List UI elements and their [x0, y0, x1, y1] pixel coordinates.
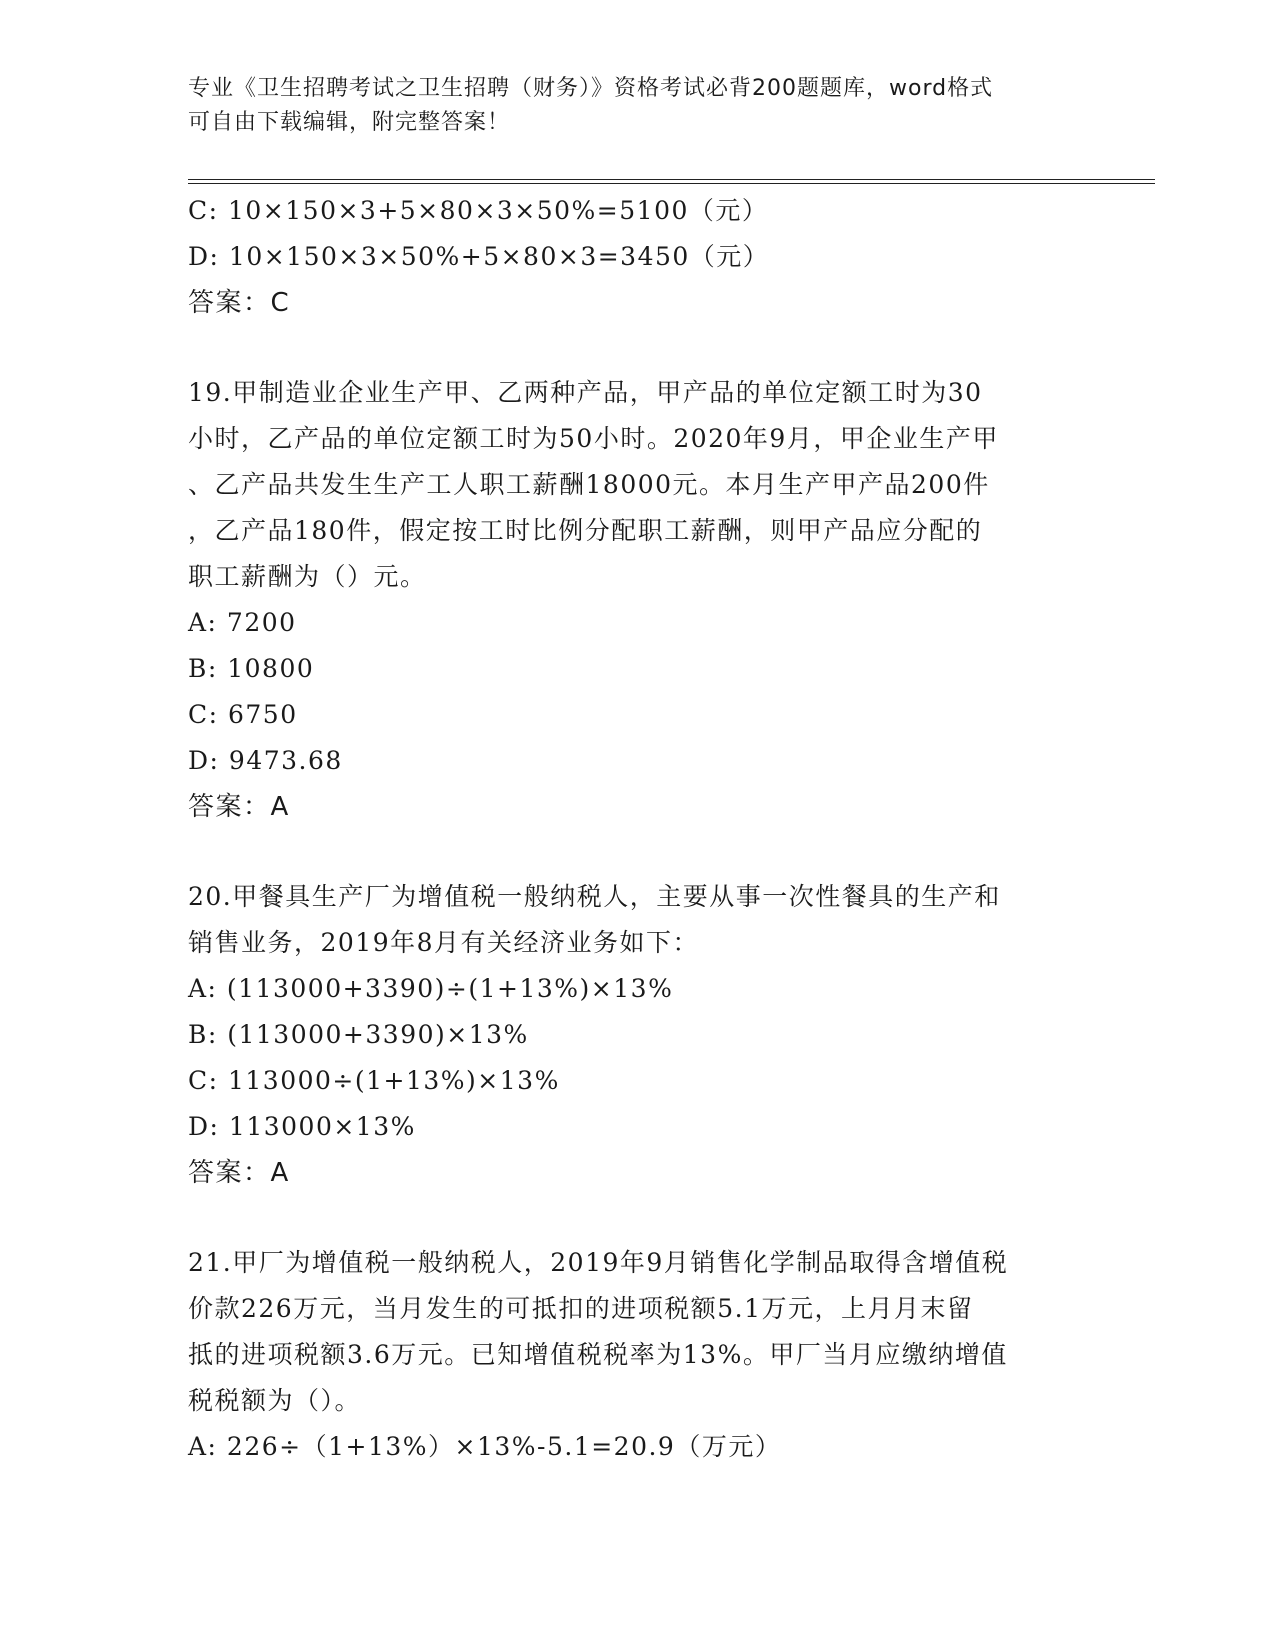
- question-text-line: ，乙产品180件，假定按工时比例分配职工薪酬，则甲产品应分配的: [188, 516, 983, 545]
- spacer: [188, 830, 1088, 874]
- spacer: [188, 1196, 1088, 1240]
- option-a: A: (113000+3390)÷(1+13%)×13%: [188, 974, 674, 1003]
- question-text-line: 19.甲制造业企业生产甲、乙两种产品，甲产品的单位定额工时为30: [188, 378, 983, 407]
- answer: 答案：A: [188, 1158, 290, 1188]
- question-text: [188, 874, 1088, 966]
- spacer: [188, 326, 1088, 370]
- header-divider-bottom: [188, 183, 1155, 184]
- option-a: A: 226÷（1+13%）×13%-5.1=20.9（万元）: [188, 1432, 782, 1461]
- question-text-line: 税税额为（）。: [188, 1386, 362, 1415]
- option-d: D: 10×150×3×50%+5×80×3=3450（元）: [188, 242, 770, 271]
- option-a: A: 7200: [188, 608, 297, 637]
- document-body: [188, 188, 1088, 1470]
- question-text-line: 小时，乙产品的单位定额工时为50小时。2020年9月，甲企业生产甲: [188, 424, 999, 453]
- question-text-line: 、乙产品共发生生产工人职工薪酬18000元。本月生产甲产品200件: [188, 470, 990, 499]
- question-19: [188, 370, 1088, 830]
- option-b: B: 10800: [188, 654, 315, 683]
- option-b: B: (113000+3390)×13%: [188, 1020, 529, 1049]
- question-text-line: 20.甲餐具生产厂为增值税一般纳税人，主要从事一次性餐具的生产和: [188, 882, 1001, 911]
- header-divider-top: [188, 179, 1155, 180]
- question-20: [188, 874, 1088, 1196]
- question-21: [188, 1240, 1088, 1470]
- option-d: D: 9473.68: [188, 746, 343, 775]
- prev-question: [188, 188, 1088, 326]
- question-text-line: 职工薪酬为（）元。: [188, 562, 427, 591]
- question-text-line: 抵的进项税额3.6万元。已知增值税税率为13%。甲厂当月应缴纳增值: [188, 1340, 1008, 1369]
- header-title-line2: 可自由下载编辑，附完整答案！: [188, 110, 511, 135]
- option-c: C: 6750: [188, 700, 298, 729]
- option-c: C: 113000÷(1+13%)×13%: [188, 1066, 560, 1095]
- option-d: D: 113000×13%: [188, 1112, 416, 1141]
- answer: 答案：C: [188, 288, 291, 318]
- document-header: [188, 72, 1088, 140]
- option-c: C: 10×150×3+5×80×3×50%=5100（元）: [188, 196, 769, 225]
- question-text: [188, 370, 1088, 600]
- question-text: [188, 1240, 1088, 1424]
- answer: 答案：A: [188, 792, 290, 822]
- question-text-line: 21.甲厂为增值税一般纳税人，2019年9月销售化学制品取得含增值税: [188, 1248, 1009, 1277]
- header-title-line1: 专业《卫生招聘考试之卫生招聘（财务）》资格考试必背200题题库，word格式: [188, 76, 994, 101]
- question-text-line: 销售业务，2019年8月有关经济业务如下：: [188, 928, 700, 957]
- question-text-line: 价款226万元，当月发生的可抵扣的进项税额5.1万元，上月月末留: [188, 1294, 974, 1323]
